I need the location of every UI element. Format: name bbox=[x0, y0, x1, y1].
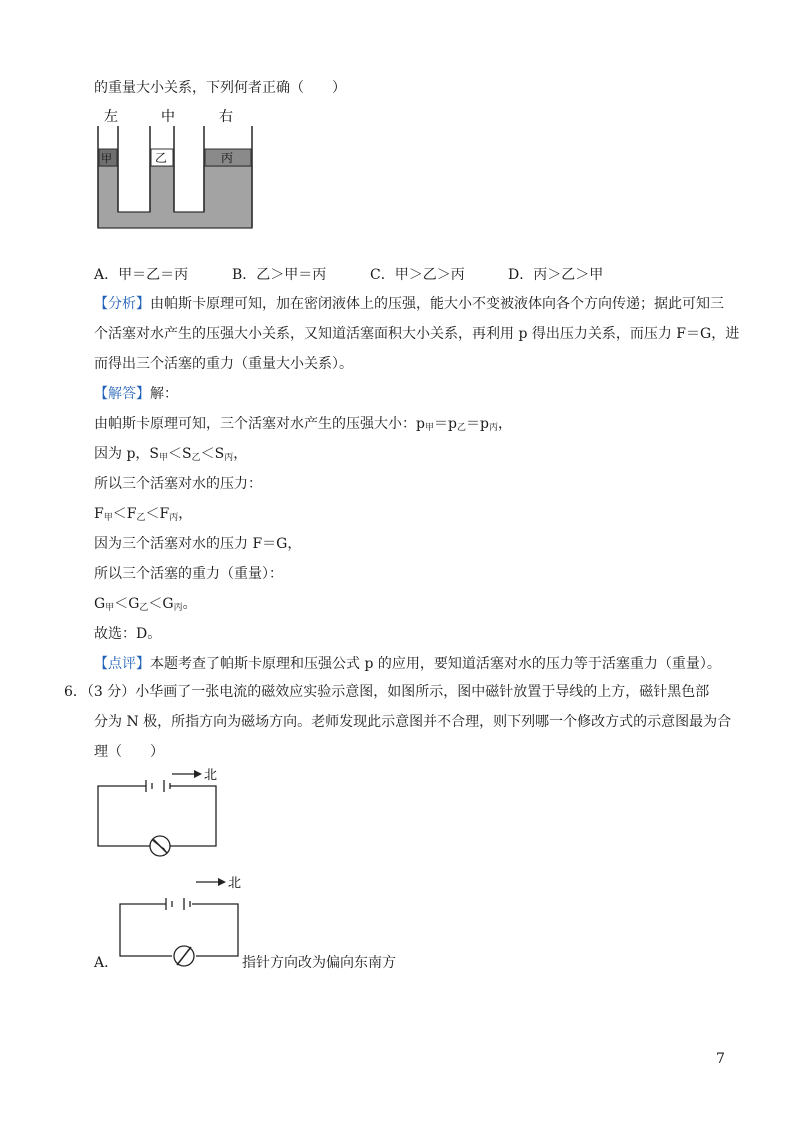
analysis-line-2: 个活塞对水产生的压强大小关系，又知道活塞面积大小关系，再利用 p 得出压力关系，而压力 F＝G，进 bbox=[94, 326, 740, 342]
option-d[interactable]: D．丙＞乙＞甲 bbox=[508, 267, 604, 283]
north-label: 北 bbox=[204, 768, 218, 783]
option-a[interactable]: A．甲＝乙＝丙 bbox=[94, 267, 189, 283]
option-a-text: 指针方向改为偏向东南方 bbox=[242, 955, 396, 971]
circuit-figure bbox=[94, 764, 224, 864]
option-a-label[interactable]: A． bbox=[94, 955, 119, 971]
option-c[interactable]: C．甲＞乙＞丙 bbox=[370, 267, 465, 283]
analysis-line-3: 而得出三个活塞的重力（重量大小关系）。 bbox=[94, 356, 353, 372]
solution-tag: 【解答】 bbox=[94, 386, 150, 402]
analysis-line-1: 【分析】由帕斯卡原理可知，加在密闭液体上的压强，能大小不变被液体向各个方向传递；据此可知三 bbox=[94, 296, 724, 312]
solution-line-5: 因为三个活塞对水的压力 F＝G， bbox=[94, 536, 302, 552]
solution-line-8: 故选：D。 bbox=[94, 626, 162, 642]
north-arrow-head bbox=[218, 878, 226, 886]
solution-line-3: 所以三个活塞对水的压力： bbox=[94, 476, 262, 492]
figure-label-right: 右 bbox=[219, 109, 233, 125]
figure-label-left: 左 bbox=[104, 109, 118, 125]
q6-stem-line-3: 理（ ） bbox=[94, 744, 164, 760]
solution-line-4: $F_甲<F_乙<F_丙$， bbox=[94, 506, 193, 523]
comment-tag: 【点评】 bbox=[94, 656, 150, 672]
solution-line-7: $G_甲<G_乙<G_丙$。 bbox=[94, 596, 197, 613]
page-number: 7 bbox=[716, 1051, 725, 1067]
solution-heading: 【解答】解： bbox=[94, 386, 178, 402]
analysis-tag: 【分析】 bbox=[94, 296, 150, 312]
option-a-circuit-figure bbox=[116, 872, 246, 972]
pascal-piston-figure bbox=[96, 104, 256, 230]
solution-line-2: 因为 p，$S_甲<S_乙<S_丙$， bbox=[94, 446, 248, 463]
solution-line-6: 所以三个活塞的重力（重量）： bbox=[94, 566, 283, 582]
water-vessel bbox=[98, 166, 252, 228]
piston-label-yi: 乙 bbox=[155, 151, 168, 165]
north-arrow-head bbox=[194, 770, 202, 778]
q6-stem-line-2: 分为 N 极，所指方向为磁场方向。老师发现此示意图并不合理，则下列哪一个修改方式的示意图最为合 bbox=[94, 714, 732, 730]
solution-line-1: 由帕斯卡原理可知，三个活塞对水产生的压强大小：$p_甲=p_乙=p_丙$， bbox=[94, 416, 512, 433]
piston-label-bing: 丙 bbox=[221, 151, 234, 165]
piston-label-jia: 甲 bbox=[101, 152, 112, 165]
comment-line: 【点评】本题考查了帕斯卡原理和压强公式 p 的应用，要知道活塞对水的压力等于活塞重力（重量）。 bbox=[94, 656, 721, 672]
question-stem-tail: 的重量大小关系，下列何者正确（ ） bbox=[94, 80, 346, 96]
figure-label-mid: 中 bbox=[161, 109, 175, 125]
north-label: 北 bbox=[228, 876, 242, 891]
option-b[interactable]: B．乙＞甲＝丙 bbox=[232, 267, 327, 283]
q6-stem-line-1: 6．（3 分）小华画了一张电流的磁效应实验示意图，如图所示，图中磁针放置于导线的上方，磁针黑色部 bbox=[64, 684, 710, 700]
